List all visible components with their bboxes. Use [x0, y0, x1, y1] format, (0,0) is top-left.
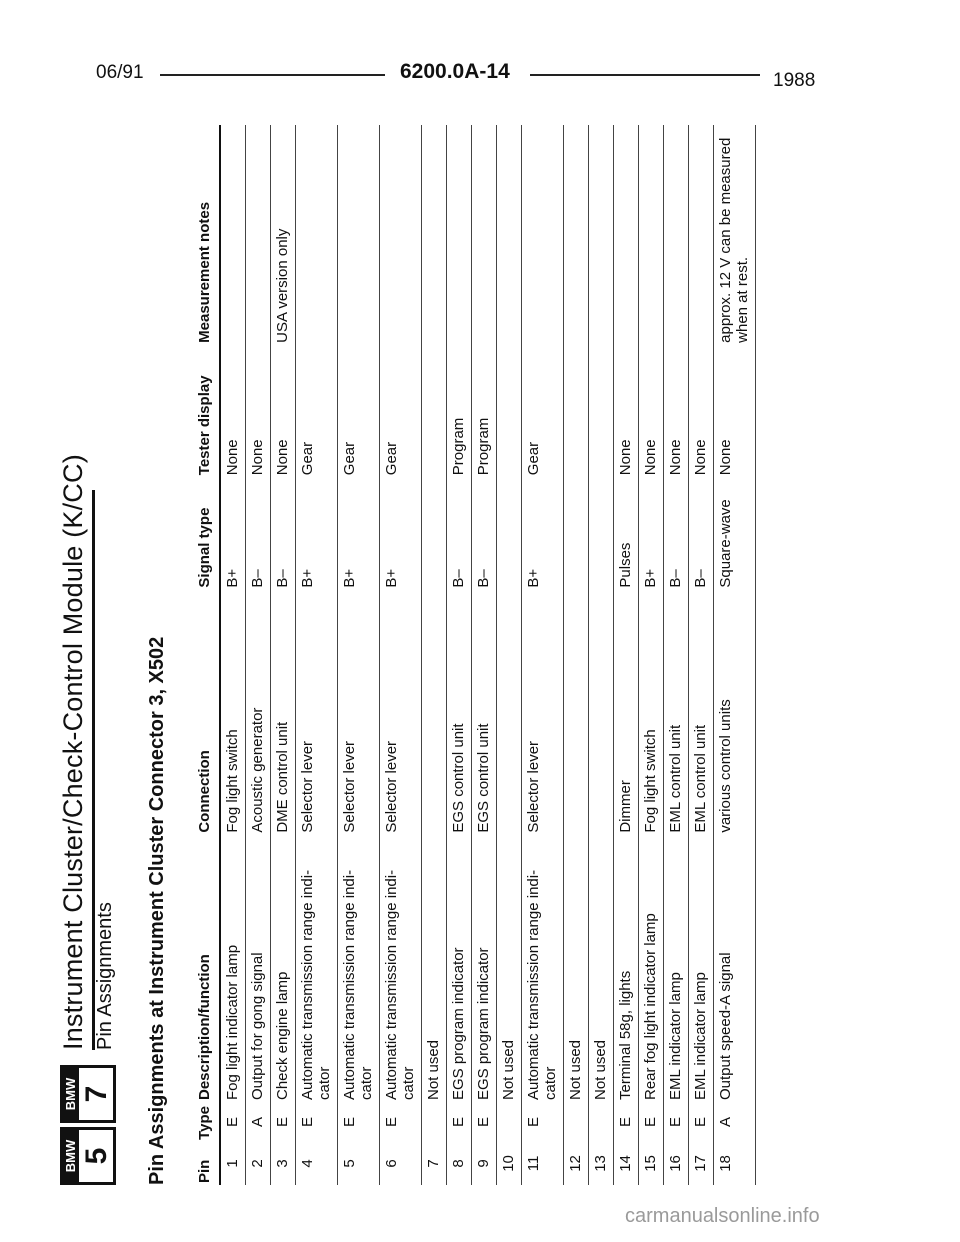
- cell-description: Not used: [589, 835, 614, 1102]
- cell-type: E: [639, 1102, 664, 1142]
- cell-notes: [589, 125, 614, 345]
- cell-type: E: [614, 1102, 639, 1142]
- cell-description: Automatic transmission range indi-cator: [338, 835, 380, 1102]
- cell-notes: [296, 125, 338, 345]
- cell-tester: None: [639, 345, 664, 477]
- cell-tester: [564, 345, 589, 477]
- cell-tester: [422, 345, 447, 477]
- cell-description: Automatic transmission range indi-cator: [522, 835, 564, 1102]
- col-header-pin: Pin: [196, 1142, 220, 1185]
- watermark: carmanualsonline.info: [625, 1205, 820, 1227]
- table-row: [522, 125, 564, 1185]
- cell-pin: 10: [497, 1142, 522, 1185]
- cell-description: Fog light indicator lamp: [220, 835, 246, 1102]
- cell-pin: 4: [296, 1142, 338, 1185]
- cell-notes: [422, 125, 447, 345]
- cell-pin: 16: [664, 1142, 689, 1185]
- cell-notes: [380, 125, 422, 345]
- table-row: [564, 125, 589, 1185]
- col-header-tester: Tester display: [196, 345, 220, 477]
- cell-description: Automatic transmission range indi-cator: [380, 835, 422, 1102]
- cell-description: Output speed-A signal: [714, 835, 756, 1102]
- cell-connection: Dimmer: [614, 590, 639, 835]
- table-row: [296, 125, 338, 1185]
- cell-type: E: [664, 1102, 689, 1142]
- logo-brand-text: BMW: [63, 1068, 79, 1120]
- cell-tester: Gear: [296, 345, 338, 477]
- cell-signal: B–: [689, 477, 714, 589]
- cell-signal: [422, 477, 447, 589]
- cell-notes: [522, 125, 564, 345]
- cell-tester: None: [714, 345, 756, 477]
- cell-pin: 14: [614, 1142, 639, 1185]
- cell-tester: Gear: [380, 345, 422, 477]
- cell-tester: None: [246, 345, 271, 477]
- cell-notes: [614, 125, 639, 345]
- manual-subtitle: Pin Assignments: [94, 902, 116, 1050]
- cell-type: E: [380, 1102, 422, 1142]
- cell-type: E: [271, 1102, 296, 1142]
- table-header-row: [196, 125, 220, 1185]
- cell-pin: 2: [246, 1142, 271, 1185]
- cell-description: EML indicator lamp: [689, 835, 714, 1102]
- bmw-7-logo: [60, 1065, 116, 1123]
- page-code: 6200.0A-14: [400, 60, 510, 83]
- col-header-connection: Connection: [196, 590, 220, 835]
- cell-connection: various control units: [714, 590, 756, 835]
- cell-signal: [564, 477, 589, 589]
- cell-signal: B–: [447, 477, 472, 589]
- cell-description: Not used: [422, 835, 447, 1102]
- bmw-5-logo: [60, 1127, 116, 1185]
- cell-signal: B–: [664, 477, 689, 589]
- table-row: [664, 125, 689, 1185]
- cell-notes: USA version only: [271, 125, 296, 345]
- cell-notes: [472, 125, 497, 345]
- cell-type: E: [522, 1102, 564, 1142]
- table-row: [338, 125, 380, 1185]
- cell-signal: B+: [220, 477, 246, 589]
- cell-signal: B+: [380, 477, 422, 589]
- logo-series-number: 5: [80, 1147, 113, 1165]
- cell-tester: None: [220, 345, 246, 477]
- cell-signal: B+: [338, 477, 380, 589]
- cell-connection: Selector lever: [380, 590, 422, 835]
- table-row: [589, 125, 614, 1185]
- cell-pin: 12: [564, 1142, 589, 1185]
- cell-description: Check engine lamp: [271, 835, 296, 1102]
- cell-connection: [589, 590, 614, 835]
- table-row: [246, 125, 271, 1185]
- cell-connection: Selector lever: [296, 590, 338, 835]
- manual-title: Instrument Cluster/Check-Control Module (K/CC): [58, 454, 88, 1050]
- table-row: [447, 125, 472, 1185]
- table-row: [689, 125, 714, 1185]
- cell-notes: [497, 125, 522, 345]
- cell-connection: [497, 590, 522, 835]
- cell-tester: Gear: [338, 345, 380, 477]
- cell-type: E: [338, 1102, 380, 1142]
- table-row: [380, 125, 422, 1185]
- cell-tester: None: [664, 345, 689, 477]
- cell-signal: B–: [271, 477, 296, 589]
- cell-pin: 3: [271, 1142, 296, 1185]
- cell-tester: Gear: [522, 345, 564, 477]
- cell-description: Not used: [564, 835, 589, 1102]
- cell-type: [564, 1102, 589, 1142]
- cell-notes: [689, 125, 714, 345]
- cell-pin: 9: [472, 1142, 497, 1185]
- cell-description: EGS program indicator: [472, 835, 497, 1102]
- cell-type: E: [689, 1102, 714, 1142]
- cell-tester: [497, 345, 522, 477]
- pin-assignment-table: [196, 125, 756, 1185]
- cell-connection: Selector lever: [522, 590, 564, 835]
- cell-pin: 17: [689, 1142, 714, 1185]
- col-header-description: Description/function: [196, 835, 220, 1102]
- rotated-content: [58, 85, 838, 1185]
- cell-signal: B+: [296, 477, 338, 589]
- cell-signal: [497, 477, 522, 589]
- cell-signal: [589, 477, 614, 589]
- cell-description: Output for gong signal: [246, 835, 271, 1102]
- cell-signal: Pulses: [614, 477, 639, 589]
- cell-notes: [639, 125, 664, 345]
- cell-notes: [664, 125, 689, 345]
- cell-signal: B–: [472, 477, 497, 589]
- cell-description: Terminal 58g, lights: [614, 835, 639, 1102]
- cell-pin: 8: [447, 1142, 472, 1185]
- table-row: [639, 125, 664, 1185]
- col-header-signal: Signal type: [196, 477, 220, 589]
- cell-connection: Acoustic generator: [246, 590, 271, 835]
- cell-notes: [220, 125, 246, 345]
- table-body: [220, 125, 756, 1185]
- cell-connection: EGS control unit: [447, 590, 472, 835]
- cell-connection: [564, 590, 589, 835]
- header-year: 1988: [773, 70, 816, 91]
- cell-type: E: [472, 1102, 497, 1142]
- cell-notes: approx. 12 V can be measured when at rest.: [714, 125, 756, 345]
- cell-type: [589, 1102, 614, 1142]
- cell-connection: EML control unit: [664, 590, 689, 835]
- cell-description: Automatic transmission range indi-cator: [296, 835, 338, 1102]
- cell-notes: [246, 125, 271, 345]
- cell-type: E: [296, 1102, 338, 1142]
- cell-pin: 11: [522, 1142, 564, 1185]
- table-row: [714, 125, 756, 1185]
- header-rule-right: [530, 74, 760, 76]
- table-row: [614, 125, 639, 1185]
- cell-signal: Square-wave: [714, 477, 756, 589]
- cell-description: Not used: [497, 835, 522, 1102]
- cell-connection: EGS control unit: [472, 590, 497, 835]
- cell-type: A: [714, 1102, 756, 1142]
- table-row: [220, 125, 246, 1185]
- cell-tester: Program: [447, 345, 472, 477]
- cell-pin: 7: [422, 1142, 447, 1185]
- cell-notes: [564, 125, 589, 345]
- cell-description: Rear fog light indicator lamp: [639, 835, 664, 1102]
- cell-type: E: [447, 1102, 472, 1142]
- cell-pin: 6: [380, 1142, 422, 1185]
- cell-connection: Fog light switch: [639, 590, 664, 835]
- cell-tester: Program: [472, 345, 497, 477]
- cell-pin: 13: [589, 1142, 614, 1185]
- cell-description: EML indicator lamp: [664, 835, 689, 1102]
- cell-signal: B+: [639, 477, 664, 589]
- cell-connection: Selector lever: [338, 590, 380, 835]
- logo-brand-text: BMW: [63, 1130, 79, 1182]
- section-title: Pin Assignments at Instrument Cluster Connector 3, X502: [146, 636, 168, 1185]
- cell-tester: [589, 345, 614, 477]
- cell-notes: [447, 125, 472, 345]
- logo-series-number: 7: [80, 1085, 113, 1103]
- table-row: [422, 125, 447, 1185]
- header-date: 06/91: [96, 62, 144, 83]
- cell-type: [422, 1102, 447, 1142]
- cell-tester: None: [614, 345, 639, 477]
- col-header-type: Type: [196, 1102, 220, 1142]
- cell-type: [497, 1102, 522, 1142]
- cell-type: A: [246, 1102, 271, 1142]
- cell-connection: [422, 590, 447, 835]
- cell-connection: EML control unit: [689, 590, 714, 835]
- cell-pin: 5: [338, 1142, 380, 1185]
- col-header-notes: Measurement notes: [196, 125, 220, 345]
- cell-connection: DME control unit: [271, 590, 296, 835]
- header-rule-left: [160, 74, 385, 76]
- cell-connection: Fog light switch: [220, 590, 246, 835]
- cell-signal: B–: [246, 477, 271, 589]
- table-row: [497, 125, 522, 1185]
- table-row: [271, 125, 296, 1185]
- cell-pin: 15: [639, 1142, 664, 1185]
- cell-pin: 18: [714, 1142, 756, 1185]
- cell-type: E: [220, 1102, 246, 1142]
- cell-signal: B+: [522, 477, 564, 589]
- cell-pin: 1: [220, 1142, 246, 1185]
- cell-notes: [338, 125, 380, 345]
- cell-description: EGS program indicator: [447, 835, 472, 1102]
- cell-tester: None: [689, 345, 714, 477]
- table-row: [472, 125, 497, 1185]
- cell-tester: None: [271, 345, 296, 477]
